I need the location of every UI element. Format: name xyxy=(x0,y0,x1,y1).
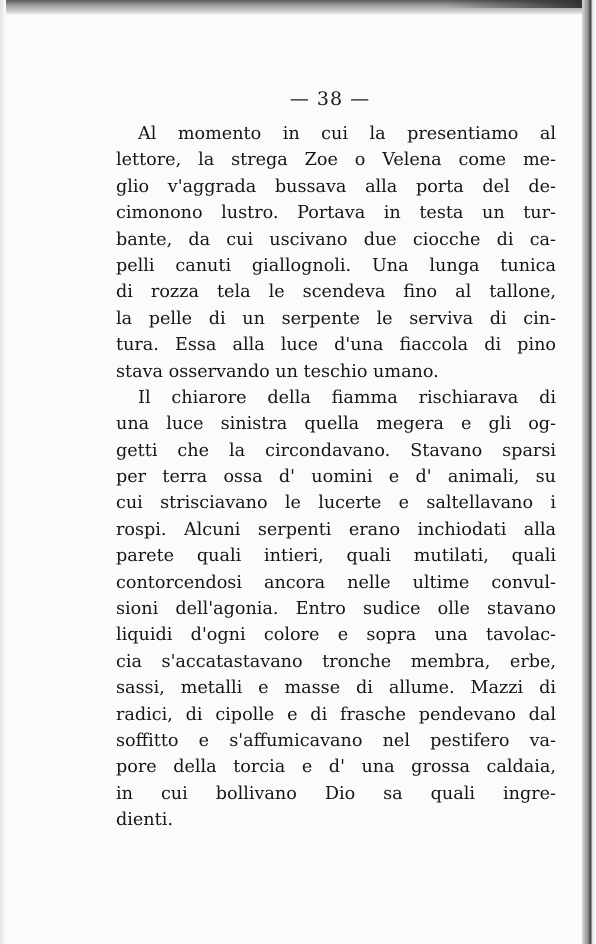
text-line: sioni dell'agonia. Entro sudice olle stavano xyxy=(116,599,556,620)
text-line: per terra ossa d' uomini e d' animali, su xyxy=(116,467,556,488)
text-line: tura. Essa alla luce d'una fiaccola di pino xyxy=(116,335,556,356)
text-line: dienti. xyxy=(116,810,173,831)
scan-left-edge xyxy=(0,0,6,944)
text-line: cia s'accatastavano tronche membra, erbe, xyxy=(116,651,556,672)
text-line: lettore, la strega Zoe o Velena come me- xyxy=(116,150,556,171)
scan-right-edge xyxy=(582,0,596,944)
text-line: pelli canuti giallognoli. Una lunga tunica xyxy=(116,255,556,276)
body-text xyxy=(116,121,556,834)
text-line: cimonono lustro. Portava in testa un tur- xyxy=(116,203,556,224)
text-line: parete quali intieri, quali mutilati, quali xyxy=(116,546,556,567)
text-line: cui strisciavano le lucerte e saltellavano i xyxy=(116,493,556,514)
text-line: contorcendosi ancora nelle ultime convul- xyxy=(116,572,556,593)
scan-top-corner-shadow xyxy=(446,0,596,8)
text-line: getti che la circondavano. Stavano sparsi xyxy=(116,440,556,461)
text-line: radici, di cipolle e di frasche pendevano dal xyxy=(116,704,556,725)
text-line: sassi, metalli e masse di allume. Mazzi di xyxy=(116,678,556,699)
text-line: Al momento in cui la presentiamo al xyxy=(138,124,556,144)
text-line: glio v'aggrada bussava alla porta del de- xyxy=(116,176,556,197)
text-line: in cui bollivano Dio sa quali ingre- xyxy=(116,783,556,804)
text-line: di rozza tela le scendeva fino al tallone, xyxy=(116,282,556,303)
text-line: una luce sinistra quella megera e gli og- xyxy=(116,414,556,435)
text-line: pore della torcia e d' una grossa caldaia, xyxy=(116,757,556,778)
text-line: la pelle di un serpente le serviva di cin- xyxy=(116,308,556,329)
text-line: stava osservando un teschio umano. xyxy=(116,361,439,382)
text-line: Il chiarore della fiamma rischiarava di xyxy=(138,387,556,408)
text-line: liquidi d'ogni colore e sopra una tavolac- xyxy=(116,625,556,646)
text-line: rospi. Alcuni serpenti erano inchiodati alla xyxy=(116,519,556,540)
text-line: bante, da cui uscivano due ciocche di ca- xyxy=(116,229,556,250)
page-number: — 38 — xyxy=(289,88,371,110)
text-line: soffitto e s'affumicavano nel pestifero va- xyxy=(116,730,556,751)
